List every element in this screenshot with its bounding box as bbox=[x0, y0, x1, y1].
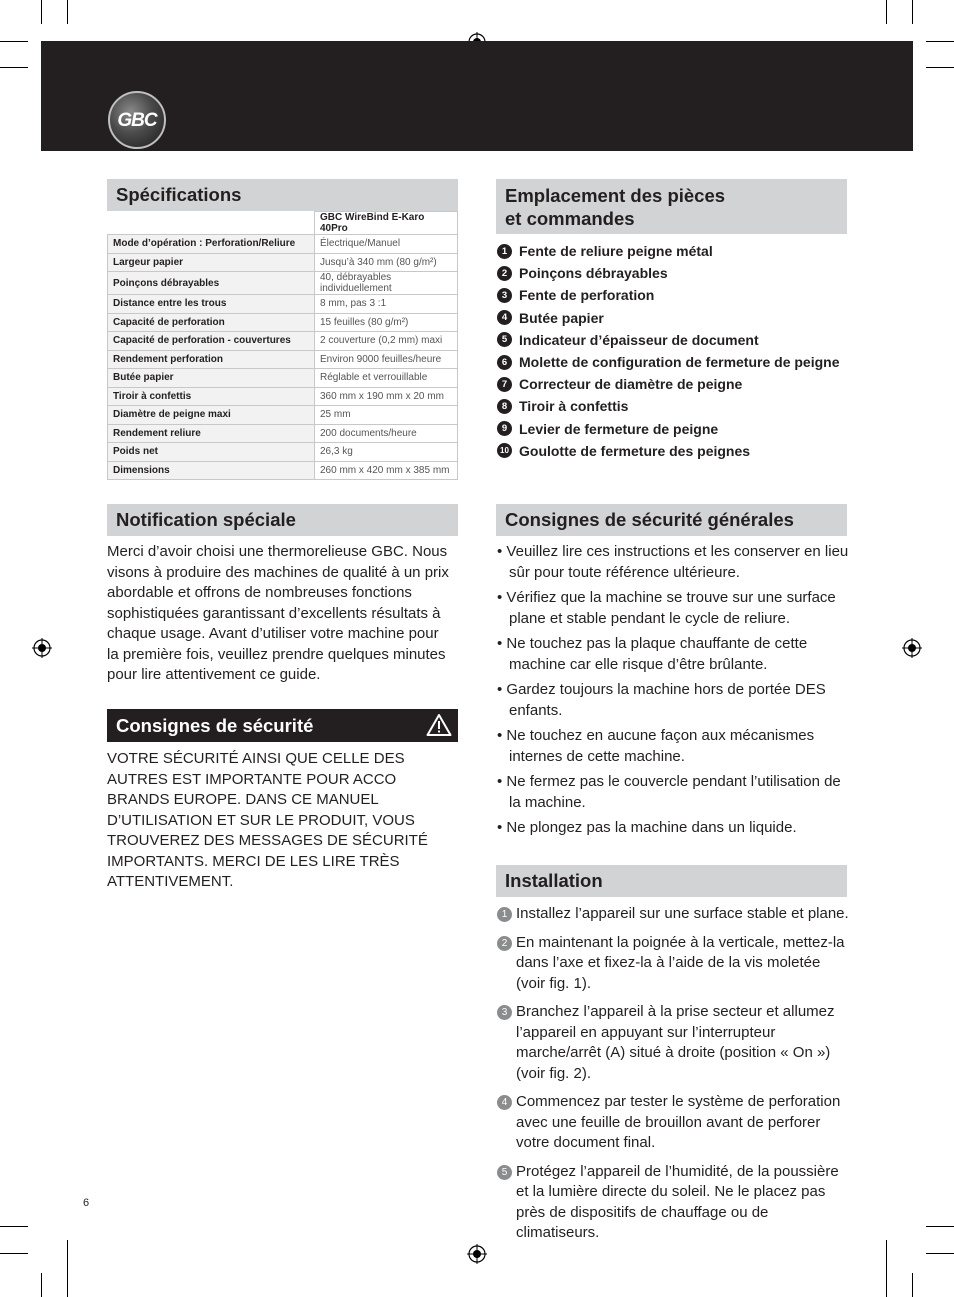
general-safety-list bbox=[497, 542, 852, 844]
spec-value: Électrique/Manuel bbox=[315, 235, 458, 254]
spec-value: Réglable et verrouillable bbox=[315, 369, 458, 388]
notification-text: Merci d’avoir choisi une thermorelieuse GBC. Nous visons à produire des machines de qualité à un prix abordable et offrons de nombreuses fonctions sophistiquées garantissant d’excellents résultats à chaque usage. Avant d’utiliser votre machine pour la première fois, veuillez prendre quelques minutes pour lire attentivement ce guide. bbox=[107, 543, 449, 683]
safety-title: Consignes de sécurité bbox=[116, 715, 314, 736]
table-row bbox=[108, 461, 458, 480]
step-text: Installez l’appareil sur une surface stable et plane. bbox=[516, 905, 849, 922]
parts-list bbox=[497, 240, 857, 462]
crop-mark bbox=[926, 41, 954, 42]
part-number: 6 bbox=[497, 355, 512, 370]
step-number: 2 bbox=[497, 936, 512, 951]
spec-value: 40, débrayables individuellement bbox=[315, 272, 458, 295]
part-label: Fente de reliure peigne métal bbox=[519, 243, 713, 260]
list-item bbox=[497, 933, 852, 995]
spec-value: 15 feuilles (80 g/m²) bbox=[315, 313, 458, 332]
list-item bbox=[497, 1002, 852, 1084]
table-row bbox=[108, 350, 458, 369]
part-number: 5 bbox=[497, 332, 512, 347]
list-item bbox=[497, 329, 857, 351]
part-number: 9 bbox=[497, 421, 512, 436]
general-safety-heading bbox=[496, 504, 847, 536]
logo-text: GBC bbox=[117, 110, 157, 131]
installation-steps bbox=[497, 904, 852, 1252]
list-item bbox=[497, 351, 857, 373]
part-number: 2 bbox=[497, 266, 512, 281]
spec-label: Rendement reliure bbox=[108, 424, 315, 443]
installation-heading bbox=[496, 865, 847, 897]
table-row bbox=[108, 369, 458, 388]
part-label: Fente de perforation bbox=[519, 287, 655, 304]
list-item: • Ne fermez pas le couvercle pendant l’utilisation de la machine. bbox=[497, 773, 841, 811]
installation-title: Installation bbox=[505, 870, 603, 891]
part-label: Butée papier bbox=[519, 309, 604, 326]
spec-label: Rendement perforation bbox=[108, 350, 315, 369]
table-row bbox=[108, 235, 458, 254]
list-item bbox=[497, 262, 857, 284]
crop-mark bbox=[0, 1253, 28, 1254]
crop-mark bbox=[926, 67, 954, 68]
spec-value: 2 couverture (0,2 mm) maxi bbox=[315, 332, 458, 351]
step-number: 4 bbox=[497, 1095, 512, 1110]
list-item bbox=[497, 418, 857, 440]
spec-value: 360 mm x 190 mm x 20 mm bbox=[315, 387, 458, 406]
part-number: 10 bbox=[497, 443, 512, 458]
registration-mark-icon bbox=[32, 638, 52, 658]
spec-value: Environ 9000 feuilles/heure bbox=[315, 350, 458, 369]
table-header-row bbox=[108, 212, 458, 235]
page-number: 6 bbox=[83, 1197, 90, 1209]
crop-mark bbox=[41, 1273, 42, 1297]
step-number: 1 bbox=[497, 907, 512, 922]
crop-mark bbox=[926, 1253, 954, 1254]
parts-title-line2: et commandes bbox=[505, 208, 635, 229]
part-label: Indicateur d’épaisseur de document bbox=[519, 331, 759, 348]
part-number: 3 bbox=[497, 288, 512, 303]
table-row bbox=[108, 313, 458, 332]
table-row bbox=[108, 406, 458, 425]
step-number: 5 bbox=[497, 1165, 512, 1180]
gbc-logo bbox=[108, 91, 166, 149]
spec-label: Dimensions bbox=[108, 461, 315, 480]
spec-value: 200 documents/heure bbox=[315, 424, 458, 443]
crop-mark bbox=[926, 1226, 954, 1227]
part-label: Poinçons débrayables bbox=[519, 265, 668, 282]
crop-mark bbox=[912, 1273, 913, 1297]
list-item: • Ne plongez pas la machine dans un liquide. bbox=[497, 819, 797, 836]
table-row bbox=[108, 443, 458, 462]
step-number: 3 bbox=[497, 1005, 512, 1020]
notification-title: Notification spéciale bbox=[116, 509, 296, 530]
parts-title-line1: Emplacement des pièces bbox=[505, 185, 726, 206]
spec-label: Tiroir à confettis bbox=[108, 387, 315, 406]
crop-mark bbox=[0, 1226, 28, 1227]
step-text: Branchez l’appareil à la prise secteur et allumez l’appareil en appuyant sur l’interrupteur marche/arrêt (A) situé à droite (position « On ») (voir fig. 2). bbox=[516, 1003, 835, 1082]
spec-value: 260 mm x 420 mm x 385 mm bbox=[315, 461, 458, 480]
part-label: Levier de fermeture de peigne bbox=[519, 420, 719, 437]
list-item bbox=[497, 373, 857, 395]
spec-label: Diamètre de peigne maxi bbox=[108, 406, 315, 425]
part-label: Correcteur de diamètre de peigne bbox=[519, 376, 743, 393]
part-label: Molette de configuration de fermeture de peigne bbox=[519, 354, 840, 371]
warning-icon bbox=[426, 713, 452, 737]
part-number: 4 bbox=[497, 310, 512, 325]
part-number: 8 bbox=[497, 399, 512, 414]
crop-mark bbox=[886, 0, 887, 24]
spec-label: Butée papier bbox=[108, 369, 315, 388]
part-number: 1 bbox=[497, 244, 512, 259]
step-text: En maintenant la poignée à la verticale, mettez-la dans l’axe et fixez-la à l’aide de la vis moletée (voir fig. 1). bbox=[516, 933, 845, 992]
list-item bbox=[497, 1162, 852, 1244]
table-header-empty bbox=[108, 212, 315, 235]
list-item: • Ne touchez pas la plaque chauffante de cette machine car elle risque d’être brûlante. bbox=[497, 635, 808, 673]
list-item bbox=[497, 1092, 852, 1154]
list-item bbox=[497, 904, 852, 925]
safety-heading bbox=[107, 709, 458, 742]
safety-text: VOTRE SÉCURITÉ AINSI QUE CELLE DES AUTRES EST IMPORTANTE POUR ACCO BRANDS EUROPE. DANS CE MANUEL D’UTILISATION ET SUR LE PRODUIT, VOUS TROUVEREZ DES MESSAGES DE SÉCURITÉ IMPORTANTS. MERCI DE LES LIRE TRÈS ATTENTIVEMENT. bbox=[107, 750, 428, 890]
list-item bbox=[497, 307, 857, 329]
notification-heading bbox=[107, 504, 458, 536]
spec-value: 26,3 kg bbox=[315, 443, 458, 462]
header-banner bbox=[41, 41, 913, 151]
list-item bbox=[497, 240, 857, 262]
part-label: Goulotte de fermeture des peignes bbox=[519, 442, 751, 459]
crop-mark bbox=[0, 41, 28, 42]
spec-label: Poinçons débrayables bbox=[108, 272, 315, 295]
spec-value: Jusqu’à 340 mm (80 g/m²) bbox=[315, 253, 458, 272]
list-item: • Vérifiez que la machine se trouve sur une surface plane et stable pendant le cycle de reliure. bbox=[497, 589, 836, 627]
list-item: • Ne touchez en aucune façon aux mécanismes internes de cette machine. bbox=[497, 727, 815, 765]
spec-value: 8 mm, pas 3 :1 bbox=[315, 295, 458, 314]
specifications-title: Spécifications bbox=[116, 184, 242, 205]
spec-value: 25 mm bbox=[315, 406, 458, 425]
table-row bbox=[108, 295, 458, 314]
registration-mark-icon bbox=[467, 1244, 487, 1264]
list-item: • Gardez toujours la machine hors de portée DES enfants. bbox=[497, 681, 826, 719]
table-row bbox=[108, 332, 458, 351]
list-item bbox=[497, 395, 857, 417]
specifications-table bbox=[107, 211, 458, 480]
parts-heading bbox=[496, 179, 847, 234]
specifications-heading bbox=[107, 179, 458, 211]
part-label: Tiroir à confettis bbox=[519, 398, 629, 415]
list-item bbox=[497, 284, 857, 306]
crop-mark bbox=[67, 1240, 68, 1297]
spec-label: Capacité de perforation - couvertures bbox=[108, 332, 315, 351]
spec-label: Capacité de perforation bbox=[108, 313, 315, 332]
model-header: GBC WireBind E-Karo 40Pro bbox=[315, 212, 458, 235]
table-row bbox=[108, 387, 458, 406]
step-text: Commencez par tester le système de perforation avec une feuille de brouillon avant de perforer votre document final. bbox=[516, 1093, 841, 1151]
spec-label: Distance entre les trous bbox=[108, 295, 315, 314]
crop-mark bbox=[67, 0, 68, 24]
general-safety-title: Consignes de sécurité générales bbox=[505, 509, 794, 530]
list-item bbox=[497, 440, 857, 462]
crop-mark bbox=[886, 1240, 887, 1297]
table-row bbox=[108, 272, 458, 295]
crop-mark bbox=[912, 0, 913, 24]
table-row bbox=[108, 253, 458, 272]
step-text: Protégez l’appareil de l’humidité, de la poussière et la lumière directe du soleil. Ne le placez pas près de dispositifs de chauffage ou de climatiseurs. bbox=[516, 1162, 839, 1241]
crop-mark bbox=[41, 0, 42, 24]
table-row bbox=[108, 424, 458, 443]
list-item: • Veuillez lire ces instructions et les conserver en lieu sûr pour toute référence ultérieure. bbox=[497, 543, 849, 581]
spec-label: Largeur papier bbox=[108, 253, 315, 272]
registration-mark-icon bbox=[902, 638, 922, 658]
part-number: 7 bbox=[497, 377, 512, 392]
crop-mark bbox=[0, 67, 28, 68]
spec-label: Poids net bbox=[108, 443, 315, 462]
spec-label: Mode d’opération : Perforation/Reliure bbox=[108, 235, 315, 254]
